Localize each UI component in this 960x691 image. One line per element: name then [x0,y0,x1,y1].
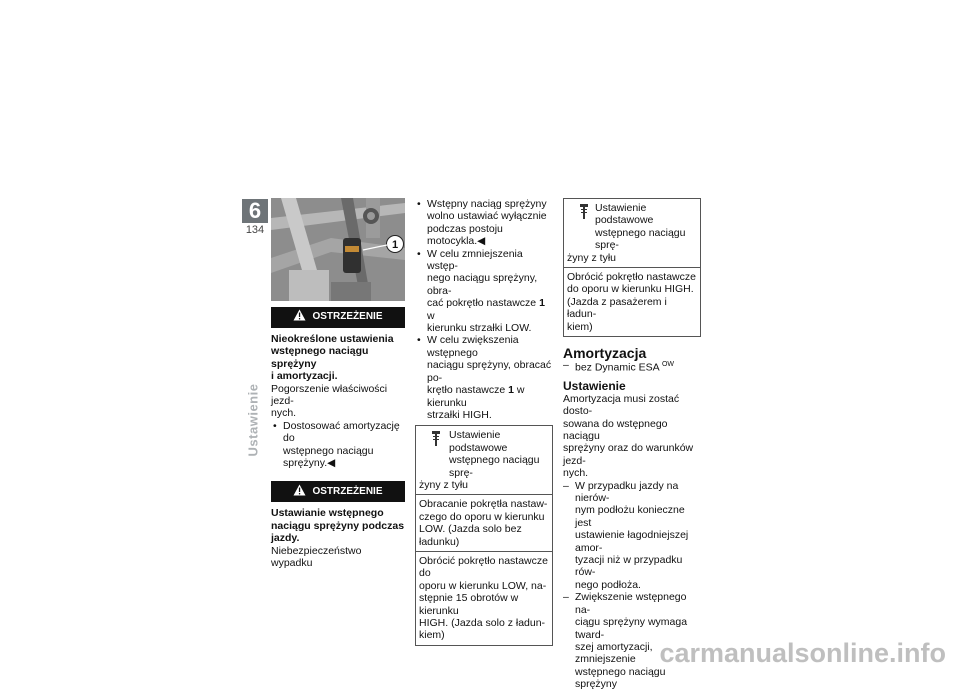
list-item-text: wstępnego naciągu sprężyny.◀ [283,444,374,470]
page-number: 134 [245,224,265,236]
list-item-text: nego naciągu sprężyny, obra- [427,272,538,297]
table-header-text: żyny z tyłu [567,251,617,264]
warning-triangle-icon [293,309,306,325]
table-cell-text: Obracanie pokrętła nastaw- [419,498,548,511]
warning-heading: i amortyzacji. [271,370,338,383]
list-item [415,248,553,335]
table-header-text: żyny z tyłu [419,478,469,491]
list-item-text: • Wstępny naciąg sprężyny [427,198,547,210]
warning-label: OSTRZEŻENIE [312,485,383,497]
list-item [563,480,701,592]
table-header-text: wstępnego naciągu sprę- [595,226,686,252]
section-condition [563,359,701,374]
table-cell-text: LOW. (Jazda solo bez ładunku) [419,523,522,548]
list-item-text: – W przypadku jazdy na nierów- [575,479,679,505]
list-item-text [427,384,553,409]
warning-heading: Ustawianie wstępnego [271,507,384,520]
chapter-title-text: Ustawienie [245,383,261,457]
warning-body: nych. [271,407,297,420]
callout-reference: 1 [508,384,514,397]
warning-heading: wstępnego naciągu sprężyny [271,345,369,370]
list-item-text: wstępnego naciągu sprężyny [575,665,666,691]
table-cell-text: Obrócić pokrętło nastawcze do [419,554,548,580]
table-cell-text: kiem) [567,320,593,333]
list-item-text: strzałki HIGH. [427,408,492,421]
warning-label: OSTRZEŻENIE [312,311,383,323]
list-item-text: w kierunku [427,384,525,409]
table-header-text: wstępnego naciągu sprę- [449,454,540,479]
list-item-text: • W celu zwiększenia wstępnego [427,334,519,359]
table-cell-text: stępnie 15 obrotów w kierunku [419,592,519,617]
list-item-text [427,297,553,322]
table-header-text: Ustawienie podstawowe [595,202,654,227]
middle-column [415,198,553,646]
paragraph-text: sprężyny oraz do warunków jezd- [563,442,694,467]
table-cell-text: czego do oporu w kierunku [419,510,545,523]
table-header-text: Ustawienie podstawowe [449,429,508,454]
subsection-title: Ustawienie [563,379,626,394]
watermark: carmanualsonline.info [659,638,946,668]
warning-body: Pogorszenie właściwości jezd- [271,382,388,408]
callout-reference: 1 [539,297,545,310]
table-header [416,426,552,494]
condition-text: bez Dynamic ESA [575,361,660,374]
list-item [415,334,553,421]
warning-heading: jazdy. [271,532,300,545]
list-item-text: • Dostosować amortyzację do [283,419,400,445]
left-column [271,307,405,570]
list-item-text: naciągu sprężyny, obracać po- [427,359,552,384]
list-item [271,420,405,470]
paragraph-text: Amortyzacja musi zostać dosto- [563,392,680,418]
list-item-text: • W celu zmniejszenia wstęp- [427,247,523,273]
list-item-text: ustawienie łagodniejszej amor- [575,529,689,554]
warning-body: Niebezpieczeństwo wypadku [271,544,362,570]
paragraph-text: nych. [563,467,589,480]
warning-banner [271,307,405,328]
list-item-text: kierunku strzałki LOW. [427,322,532,335]
callout-1: 1 [391,239,399,251]
table-row [416,494,552,551]
motorcycle-photo [271,198,405,301]
table-cell-text: oporu w kierunku LOW, na- [419,579,547,592]
list-item-text: ciągu sprężyny wymaga tward- [575,616,688,641]
chapter-title [238,360,268,480]
paragraph-text: sowana do wstępnego naciągu [563,417,668,442]
list-item-text: nego podłoża. [575,578,641,591]
table-row [564,267,700,336]
table-cell-text: HIGH. (Jazda solo z ładun- [419,617,546,629]
right-column [563,198,701,691]
list-item-text: w [427,309,435,322]
list-item-text: nym podłożu konieczne jest [575,504,685,529]
list-item-text: – Zwiększenie wstępnego na- [575,591,687,616]
wrench-tool-icon [579,203,589,224]
settings-table [563,198,701,337]
list-item [415,198,553,248]
wrench-tool-icon [431,430,441,451]
table-header [564,199,700,267]
list-item-text: podczas postoju motocykla.◀ [427,222,503,248]
table-cell-text: kiem) [419,629,445,642]
table-cell-text: Obrócić pokrętło nastawcze [567,271,696,284]
table-cell-text: (Jazda z pasażerem i ładun- [567,295,667,321]
option-code: OW [661,361,675,369]
table-row [416,551,552,645]
warning-heading: Nieokreślone ustawienia [271,333,394,345]
list-item-text: szej amortyzacji, zmniejszenie [575,640,653,666]
section-title: Amortyzacja [563,345,647,362]
table-cell-text: do oporu w kierunku HIGH. [567,283,694,296]
list-item-text: krętło nastawcze [427,384,506,397]
chapter-number: 6 [242,199,268,223]
warning-heading: naciągu sprężyny podczas [271,519,405,532]
warning-banner [271,481,405,502]
warning-triangle-icon [293,484,306,500]
list-item-text: cać pokrętło nastawcze [427,297,537,310]
list-item-text: wolno ustawiać wyłącznie [427,210,547,223]
shock-absorber-image [271,198,405,301]
settings-table [415,425,553,646]
list-item-text: tyzacji niż w przypadku rów- [575,554,683,579]
